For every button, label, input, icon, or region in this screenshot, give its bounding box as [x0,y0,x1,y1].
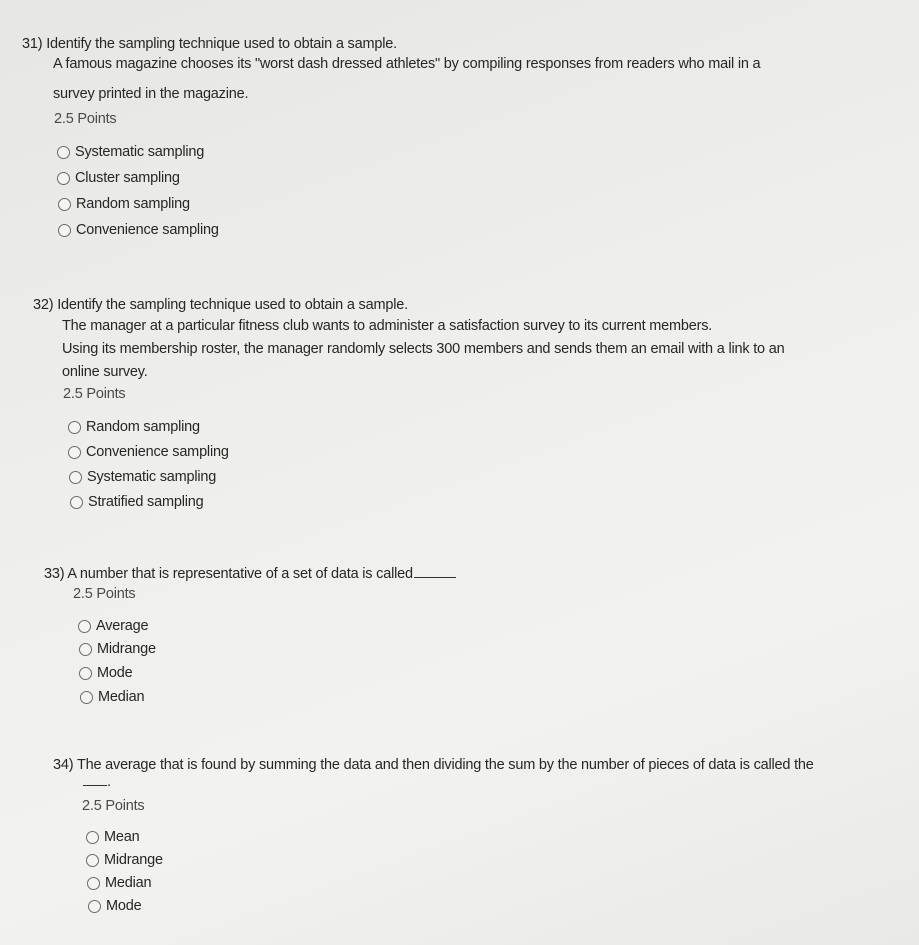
radio-icon[interactable] [86,854,99,867]
radio-icon[interactable] [88,900,101,913]
radio-icon[interactable] [58,198,71,211]
option-label: Midrange [97,641,156,657]
option-median[interactable] [87,875,151,891]
radio-icon[interactable] [68,421,81,434]
answer-blank [414,566,456,578]
points-label: 2.5 Points [54,111,117,127]
radio-icon[interactable] [78,620,91,633]
option-label: Median [98,689,145,705]
points-label: 2.5 Points [63,386,126,402]
option-systematic-sampling[interactable] [69,469,216,485]
option-convenience-sampling[interactable] [68,444,229,460]
option-random-sampling[interactable] [58,196,190,212]
radio-icon[interactable] [57,172,70,185]
question-body: survey printed in the magazine. [53,86,249,102]
radio-icon[interactable] [58,224,71,237]
option-label: Median [105,875,152,891]
option-stratified-sampling[interactable] [70,494,203,510]
question-title: 32) Identify the sampling technique used to obtain a sample. [33,297,408,313]
option-label: Systematic sampling [87,469,217,485]
option-label: Mode [106,898,142,914]
option-cluster-sampling[interactable] [57,170,180,186]
radio-icon[interactable] [87,877,100,890]
option-convenience-sampling[interactable] [58,222,219,238]
option-median[interactable] [80,689,144,705]
option-label: Random sampling [76,196,190,212]
radio-icon[interactable] [86,831,99,844]
option-label: Convenience sampling [86,444,229,460]
question-body: The manager at a particular fitness club wants to administer a satisfaction survey to its current members. [62,318,713,334]
option-label: Convenience sampling [76,222,219,238]
answer-blank: . [82,774,111,790]
option-label: Mean [104,829,140,845]
option-midrange[interactable] [79,641,156,657]
option-mode[interactable] [88,898,141,914]
question-body: Using its membership roster, the manager randomly selects 300 members and sends them an email with a link to an [62,341,785,357]
option-label: Average [96,618,149,634]
radio-icon[interactable] [70,496,83,509]
question-body: A famous magazine chooses its "worst dash dressed athletes" by compiling responses from readers who mail in a [53,56,761,72]
points-label: 2.5 Points [82,798,145,814]
option-label: Mode [97,665,133,681]
option-systematic-sampling[interactable] [57,144,204,160]
question-body: online survey. [62,364,148,380]
radio-icon[interactable] [79,643,92,656]
option-label: Midrange [104,852,163,868]
option-label: Stratified sampling [88,494,204,510]
question-title: 34) The average that is found by summing the data and then dividing the sum by the number of pieces of data is called the [53,757,814,773]
radio-icon[interactable] [79,667,92,680]
option-mode[interactable] [79,665,132,681]
question-title: 33) A number that is representative of a set of data is called [44,566,456,582]
option-label: Systematic sampling [75,144,205,160]
question-title: 31) Identify the sampling technique used to obtain a sample. [22,36,397,52]
option-random-sampling[interactable] [68,419,200,435]
radio-icon[interactable] [68,446,81,459]
radio-icon[interactable] [57,146,70,159]
option-mean[interactable] [86,829,139,845]
radio-icon[interactable] [69,471,82,484]
option-midrange[interactable] [86,852,163,868]
points-label: 2.5 Points [73,586,136,602]
option-average[interactable] [78,618,148,634]
radio-icon[interactable] [80,691,93,704]
option-label: Cluster sampling [75,170,180,186]
option-label: Random sampling [86,419,200,435]
